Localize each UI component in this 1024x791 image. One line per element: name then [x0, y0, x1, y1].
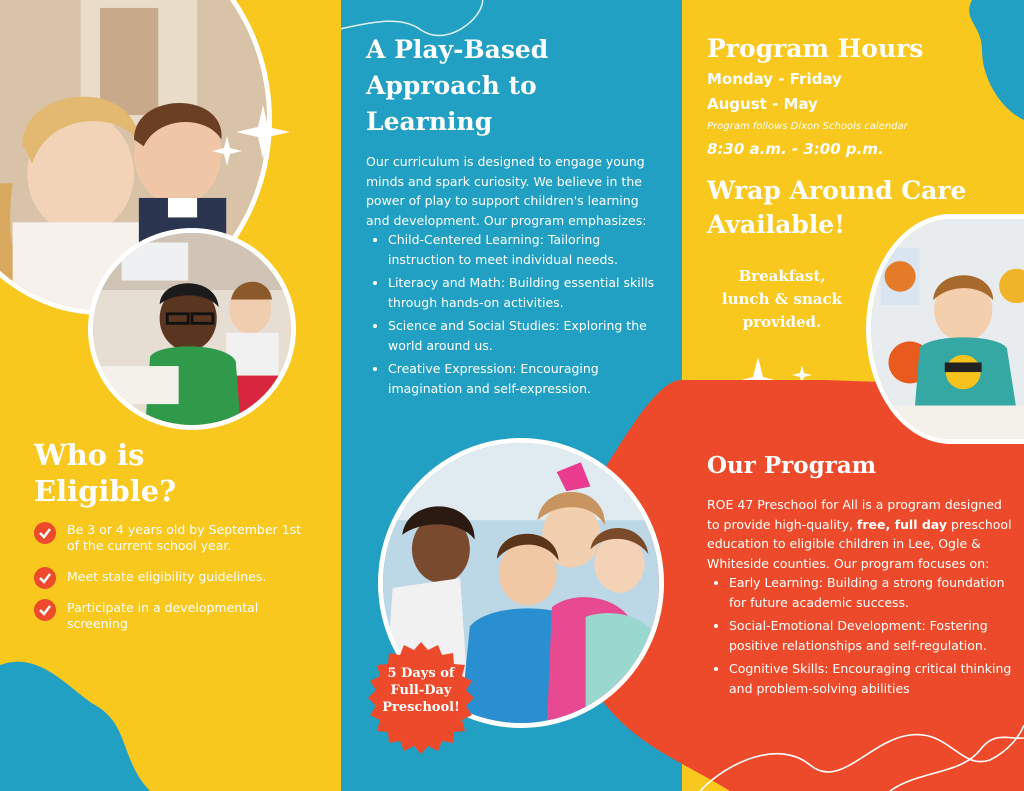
program-bullet-list	[707, 573, 1012, 698]
eligibility-item-3-line1: Participate in a developmental	[67, 600, 259, 615]
list-item: • Cognitive Skills: Encouraging critical thinking and problem-solving abilities	[729, 659, 1012, 698]
eligibility-item-text	[67, 569, 337, 585]
program-months: August - May	[707, 95, 818, 113]
photo-boy-smiling-image	[871, 219, 1024, 439]
check-circle-icon	[34, 567, 56, 589]
list-item: • Creative Expression: Encouraging imagination and self-expression.	[388, 359, 666, 398]
meals-text	[702, 265, 862, 334]
approach-heading-line2: Approach to	[366, 71, 537, 100]
list-item: • Child-Centered Learning: Tailoring instruction to meet individual needs.	[388, 230, 666, 269]
approach-heading-line3: Learning	[366, 107, 493, 136]
program-intro-bold: free, full day	[856, 516, 947, 532]
check-circle-icon	[34, 522, 56, 544]
meals-line1: Breakfast,	[738, 267, 826, 285]
meals-line2: lunch & snack	[721, 290, 843, 308]
sparkle-icon	[205, 100, 295, 170]
eligibility-heading-line1: Who is	[34, 438, 145, 472]
program-days: Monday - Friday	[707, 70, 842, 88]
eligibility-item-3-line2: screening	[67, 616, 128, 631]
eligibility-heading-line2: Eligible?	[34, 474, 177, 508]
list-item: • Literacy and Math: Building essential skills through hands-on activities.	[388, 273, 666, 312]
program-hours-heading: Program Hours	[707, 34, 924, 63]
our-program-body	[707, 495, 1012, 702]
full-day-badge	[363, 665, 479, 716]
our-program-heading: Our Program	[707, 452, 877, 479]
left-panel	[0, 0, 341, 791]
approach-bullet-list	[366, 230, 666, 398]
meals-line3: provided.	[742, 313, 822, 331]
eligibility-item-1-line2: of the current school year.	[67, 538, 232, 553]
approach-heading-line1: A Play-Based	[366, 35, 549, 64]
list-item: • Social-Emotional Development: Fostering positive relationships and self-regulation.	[729, 616, 1012, 655]
list-item: • Science and Social Studies: Exploring the world around us.	[388, 316, 666, 355]
eligibility-item-1-line1: Be 3 or 4 years old by September 1st	[67, 522, 301, 537]
photo-boy-smiling	[866, 214, 1024, 444]
eligibility-heading	[34, 437, 176, 509]
swirl-line-decor	[690, 720, 1024, 791]
program-time: 8:30 a.m. - 3:00 p.m.	[707, 140, 884, 158]
calendar-note: Program follows Dixon Schools calendar	[707, 121, 908, 132]
badge-line3: Preschool!	[382, 700, 460, 715]
approach-heading	[366, 32, 548, 140]
eligibility-item-text	[67, 522, 337, 554]
wrap-around-heading-line2: Available!	[707, 210, 846, 239]
photo-boy-writing-image	[93, 233, 291, 425]
blue-wave-shape	[0, 662, 150, 791]
approach-intro: Our curriculum is designed to engage young minds and spark curiosity. We believe in the power of play to support children's learning and development. Our program emphasizes:	[366, 154, 647, 228]
list-item: • Early Learning: Building a strong foundation for future academic success.	[729, 573, 1012, 612]
check-circle-icon	[34, 599, 56, 621]
program-intro-part1: ROE 47 Preschool for All is a program designed to provide high-quality,	[707, 497, 1002, 532]
blue-corner-shape	[969, 0, 1024, 120]
program-intro-part2: preschool education to eligible children in Lee, Ogle & Whiteside counties. Our program focuses on:	[707, 516, 1012, 571]
photo-boy-writing	[88, 228, 296, 430]
eligibility-item-2-line1: Meet state eligibility guidelines.	[67, 569, 267, 584]
our-program-intro	[707, 495, 1012, 573]
badge-line1: 5 Days of	[387, 666, 455, 681]
wrap-around-heading-line1: Wrap Around Care	[707, 176, 967, 205]
badge-line2: Full-Day	[390, 683, 452, 698]
approach-body	[366, 152, 666, 402]
eligibility-item-text	[67, 600, 337, 632]
